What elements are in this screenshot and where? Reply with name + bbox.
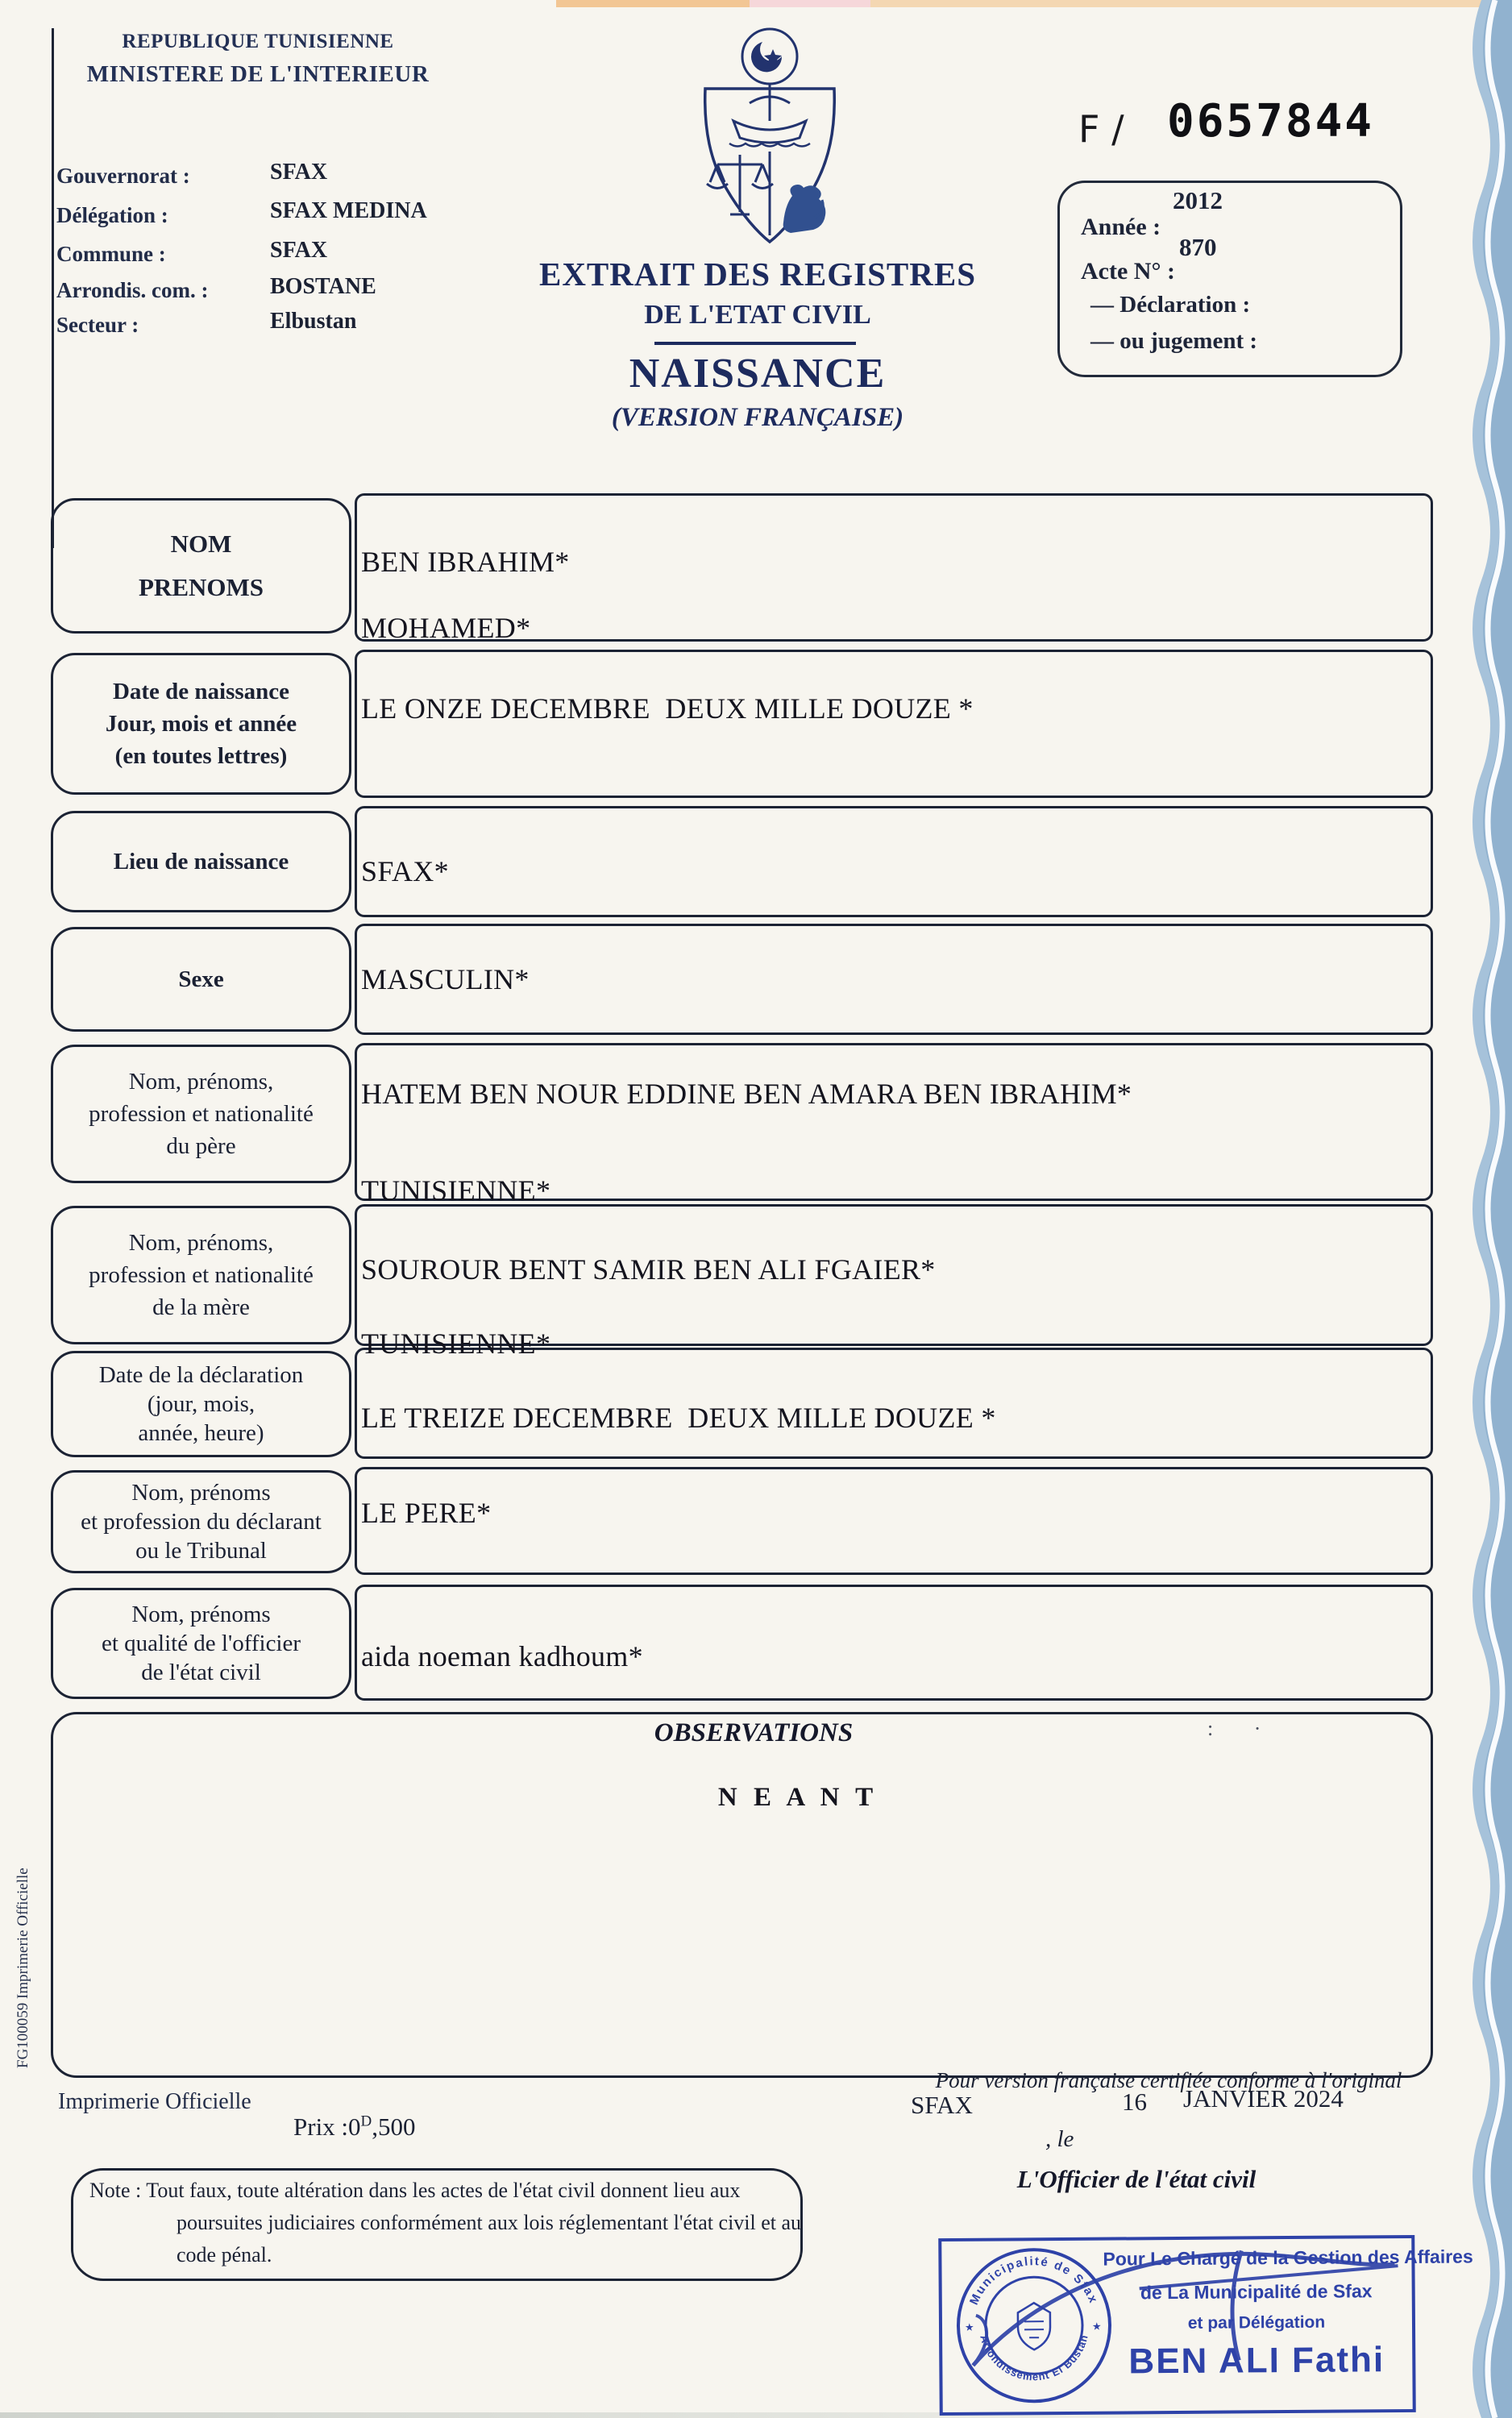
label-box-officier <box>51 1588 351 1699</box>
seal-star-right: ★ <box>1091 2320 1102 2333</box>
date-day-text: 16 <box>1122 2088 1147 2116</box>
price-label: Prix :0 <box>293 2113 361 2141</box>
label-line: et profession du déclarant <box>81 1509 322 1535</box>
act-year-value: 2012 <box>1173 186 1223 214</box>
stamp-name: BEN ALI Fathi <box>1128 2340 1385 2382</box>
label-box-lieu <box>51 811 351 912</box>
label-box-date-naissance <box>51 653 351 795</box>
field-value-mere: SOUROUR BENT SAMIR BEN ALI FGAIER* <box>361 1253 936 1286</box>
act-number-box <box>1057 181 1402 377</box>
serial-prefix: F / <box>1078 107 1124 151</box>
place-text: SFAX <box>911 2091 973 2119</box>
field-value-nom: BEN IBRAHIM* <box>361 546 570 578</box>
seal-top-text: Municipalité de Sfax <box>966 2254 1101 2308</box>
label-line: profession et nationalité <box>89 1101 314 1127</box>
label-line: de la mère <box>152 1294 250 1320</box>
note-box <box>71 2168 803 2281</box>
form-title-line2: DE L'ETAT CIVIL <box>644 300 871 330</box>
field-value-pere-nationalite: TUNISIENNE* <box>361 1174 551 1207</box>
certification-text: Pour version française certifiée conforme à l'original <box>935 2068 1402 2092</box>
serial-number: 0657844 <box>1167 95 1375 147</box>
seal-bottom-text: Arrondissement El Bustan <box>978 2333 1090 2383</box>
admin-field-label: Secteur : <box>56 313 139 337</box>
label-line: Date de la déclaration <box>98 1362 304 1388</box>
admin-field-label: Délégation : <box>56 203 168 227</box>
form-title-line3: NAISSANCE <box>629 351 887 397</box>
admin-field-value: SFAX <box>270 160 328 185</box>
republic-title: REPUBLIQUE TUNISIENNE <box>122 31 394 52</box>
label-line: et qualité de l'officier <box>101 1631 301 1656</box>
stamp-line3: et par Délégation <box>1187 2312 1326 2333</box>
field-value-sexe: MASCULIN* <box>361 963 530 995</box>
label-box-declarant <box>51 1470 351 1573</box>
label-line: de l'état civil <box>141 1660 261 1685</box>
act-year-label: Année : <box>1081 214 1161 240</box>
guilloche-border <box>1444 0 1512 2418</box>
date-rest-text: JANVIER 2024 <box>1183 2084 1344 2113</box>
label-line: PRENOMS <box>139 573 264 601</box>
form-title-line1: EXTRAIT DES REGISTRES <box>538 256 977 293</box>
field-value-mere-nationalite: TUNISIENNE* <box>361 1327 551 1360</box>
admin-field-label: Arrondis. com. : <box>56 278 209 302</box>
imprimerie-text: Imprimerie Officielle <box>58 2089 251 2114</box>
label-box-sexe <box>51 927 351 1032</box>
label-line: Date de naissance <box>112 679 290 704</box>
label-line: Sexe <box>178 966 224 992</box>
officer-title-text: L'Officier de l'état civil <box>1016 2165 1257 2193</box>
price-superscript: D <box>360 2113 372 2130</box>
label-box-pere <box>51 1045 351 1183</box>
label-box-nom <box>51 498 351 634</box>
field-value-prenom: MOHAMED* <box>361 612 531 644</box>
field-value-date-declaration: LE TREIZE DECEMBRE DEUX MILLE DOUZE * <box>361 1402 996 1434</box>
top-scan-strip <box>556 0 1512 7</box>
admin-field-label: Gouvernorat : <box>56 164 190 188</box>
le-text: , le <box>1045 2126 1074 2152</box>
act-declaration-label: — Déclaration : <box>1090 292 1251 318</box>
admin-field-value: Elbustan <box>270 309 357 334</box>
label-line: Jour, mois et année <box>105 711 297 737</box>
observations-title: OBSERVATIONS <box>654 1718 854 1747</box>
act-no-label: Acte N° : <box>1081 258 1175 285</box>
field-value-pere: HATEM BEN NOUR EDDINE BEN AMARA BEN IBRAHIM* <box>361 1078 1132 1110</box>
label-line: Nom, prénoms <box>131 1602 271 1627</box>
label-line: (en toutes lettres) <box>114 743 288 769</box>
observations-value: N E A N T <box>717 1783 879 1812</box>
stray-border-line <box>52 28 54 548</box>
official-stamp <box>938 2235 1473 2416</box>
observations-box <box>51 1712 1433 2078</box>
label-line: NOM <box>170 530 232 558</box>
signature-stroke-icon <box>941 2227 1473 2412</box>
admin-field-value: SFAX <box>270 238 328 263</box>
form-title-line4: (VERSION FRANÇAISE) <box>611 403 904 432</box>
observations-marks: : · <box>1207 1717 1279 1740</box>
tunisia-coat-of-arms-icon <box>685 24 854 270</box>
label-line: Lieu de naissance <box>113 849 289 875</box>
note-line1: Note : Tout faux, toute altération dans les actes de l'état civil donnent lieu aux <box>89 2179 741 2202</box>
value-box-declarant <box>355 1467 1433 1575</box>
label-line: Nom, prénoms, <box>128 1069 274 1095</box>
act-no-value: 870 <box>1179 233 1217 261</box>
admin-field-label: Commune : <box>56 242 166 266</box>
admin-field-value: SFAX MEDINA <box>270 198 427 223</box>
label-line: année, heure) <box>138 1420 264 1446</box>
title-divider <box>654 342 856 345</box>
field-value-date-naissance: LE ONZE DECEMBRE DEUX MILLE DOUZE * <box>361 692 974 725</box>
note-line3: code pénal. <box>177 2243 272 2266</box>
field-value-officier: aida noeman kadhoum* <box>361 1640 643 1672</box>
value-box-lieu <box>355 806 1433 917</box>
label-line: ou le Tribunal <box>135 1538 267 1564</box>
label-box-declaration <box>51 1351 351 1457</box>
label-line: Nom, prénoms, <box>128 1230 274 1256</box>
stamp-line1: Pour Le Chargé de la Gestion des Affaires <box>1103 2246 1473 2270</box>
label-line: (jour, mois, <box>147 1391 255 1417</box>
price-rest: ,500 <box>372 2113 416 2141</box>
price-text <box>268 2084 416 2171</box>
label-box-mere <box>51 1206 351 1344</box>
stamp-line2: de La Municipalité de Sfax <box>1140 2280 1373 2304</box>
field-value-lieu: SFAX* <box>361 855 449 887</box>
ministry-title: MINISTERE DE L'INTERIEUR <box>86 61 430 87</box>
label-line: du père <box>166 1133 236 1159</box>
act-jugement-label: — ou jugement : <box>1090 328 1258 354</box>
label-line: profession et nationalité <box>89 1262 314 1288</box>
field-value-declarant: LE PERE* <box>361 1497 492 1529</box>
seal-star-left: ★ <box>964 2320 974 2333</box>
side-serial-text: FG100059 Imprimerie Officielle <box>15 1868 31 2068</box>
note-line2: poursuites judiciaires conformément aux lois réglementant l'état civil et au <box>177 2211 802 2234</box>
admin-field-value: BOSTANE <box>270 274 376 299</box>
label-line: Nom, prénoms <box>131 1480 271 1506</box>
